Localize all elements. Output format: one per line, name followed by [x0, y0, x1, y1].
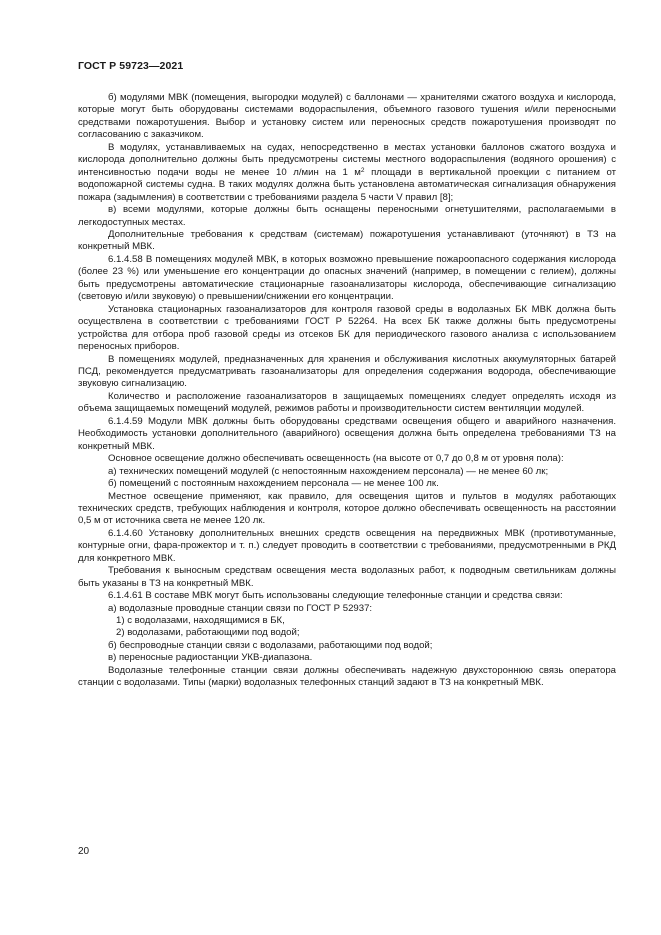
paragraph-gas-analyzers: Установка стационарных газоанализаторов для контроля газовой среды в водолазных БК МВК должна быть осуществлена в соответствии с требованиями ГОСТ Р 52264. На всех БК также должны быть предусмотрены устройства для отбора проб газовой среды из отсеков БК для периодического газового анализа с использованием переносных приборов.: [78, 303, 616, 353]
list-item-2-underwater: 2) водолазами, работающими под водой;: [116, 627, 300, 639]
paragraph-battery-rooms: В помещениях модулей, предназначенных для хранения и обслуживания кислотных аккумуляторных батарей ПСД, рекомендуется предусматривать газоанализаторы для определения содержания водорода, обеспечивающие звуковую сигнализацию.: [78, 353, 616, 390]
document-standard-number: ГОСТ Р 59723—2021: [78, 60, 184, 72]
document-body: [78, 92, 616, 690]
paragraph-local-lighting: Местное освещение применяют, как правило, для освещения щитов и пультов в модулях работающих технических средств, требующих наблюдения и контроля, которое должно обеспечивать освещенность на расстоянии 0,5 м от источника света не менее 120 лк.: [78, 490, 616, 527]
paragraph-ship-modules: [78, 142, 616, 204]
page-number: 20: [78, 846, 90, 857]
list-item-a-lighting: а) технических помещений модулей (с непостоянным нахождением персонала) — не менее 60 лк;: [108, 465, 549, 477]
superscript-square: 2: [360, 166, 365, 174]
paragraph-phone-stations: Водолазные телефонные станции связи должны обеспечивать надежную двухстороннюю связь оператора станции с водолазами. Типы (марки) водолазных телефонных станций задают в ТЗ на конкретный МВК.: [78, 664, 616, 689]
paragraph-ship-modules-part1: В модулях, устанавливаемых на судах, непосредственно в местах установки баллонов сжатого воздуха и кислорода дополнительно должны быть предусмотрены системы местного водораспыления (водяного орошения) с интенсивностью подачи воды не менее 10 л/мин на 1 м: [78, 141, 616, 178]
paragraph-v-modules: в) всеми модулями, которые должны быть оснащены переносными огнетушителями, располагаемыми в легкодоступных местах.: [78, 204, 616, 228]
list-item-b-lighting: б) помещений с постоянным нахождением персонала — не менее 100 лк.: [108, 478, 439, 490]
paragraph-extra-requirements: Дополнительные требования к средствам (системам) пожаротушения устанавливают (уточняют) в ТЗ на конкретный МВК.: [78, 228, 616, 253]
list-item-v-radio: в) переносные радиостанции УКВ-диапазона.: [108, 652, 313, 664]
paragraph-remote-lighting: Требования к выносным средствам освещения места водолазных работ, к подводным светильникам должны быть указаны в ТЗ на конкретный МВК.: [78, 565, 616, 589]
paragraph-6-1-4-59: 6.1.4.59 Модули МВК должны быть оборудованы средствами освещения общего и аварийного назначения. Необходимость установки дополнительного (аварийного) освещения должна быть определена требованиями ТЗ на конкретный МВК.: [78, 415, 616, 452]
paragraph-analyzer-count: Количество и расположение газоанализаторов в защищаемых помещениях следует определять исходя из объема защищаемых помещений модулей, режимов работы и производительности систем вентиляции модулей.: [78, 390, 616, 415]
list-item-a-wired: а) водолазные проводные станции связи по ГОСТ Р 52937:: [108, 602, 373, 614]
paragraph-b-modules: б) модулями МВК (помещения, выгородки модулей) с баллонами — хранителями сжатого воздуха и кислорода, которые могут быть оборудованы системами водораспыления, объемного газового тушения и/или переносными средствами пожаротушения. Выбор и установку систем или переносных средств пожаротушения производят по согласованию с заказчиком.: [78, 92, 616, 141]
paragraph-main-lighting: Основное освещение должно обеспечивать освещенность (на высоте от 0,7 до 0,8 м от уровня пола):: [108, 453, 564, 465]
paragraph-ship-modules-part2: площади в вертикальной проекции с питанием от водопожарной системы судна. В таких модулях должна быть установлена автоматическая сигнализация обнаружения пожара (задымления) в соответствии с требованиями раздела 5 части V правил [8];: [78, 166, 616, 203]
list-item-1-bk: 1) с водолазами, находящимися в БК,: [116, 615, 285, 627]
list-item-b-wireless: б) беспроводные станции связи с водолазами, работающими под водой;: [108, 639, 433, 651]
paragraph-6-1-4-61: 6.1.4.61 В составе МВК могут быть использованы следующие телефонные станции и средства связи:: [108, 590, 563, 602]
paragraph-6-1-4-60: 6.1.4.60 Установку дополнительных внешних средств освещения на передвижных МВК (противотуманные, контурные огни, фара-прожектор и т. п.) следует проводить в соответствии с требованиями, предусмотренными в РКД для конкретного МВК.: [78, 527, 616, 564]
paragraph-6-1-4-58: 6.1.4.58 В помещениях модулей МВК, в которых возможно превышение пожароопасного содержания кислорода (более 23 %) или уменьшение его концентрации до опасных значений (например, в помещении с гелием), должны быть предусмотрены автоматические стационарные газоанализаторы кислорода, обеспечивающие сигнализацию (световую и/или звуковую) о превышении/снижении его концентрации.: [78, 253, 616, 303]
